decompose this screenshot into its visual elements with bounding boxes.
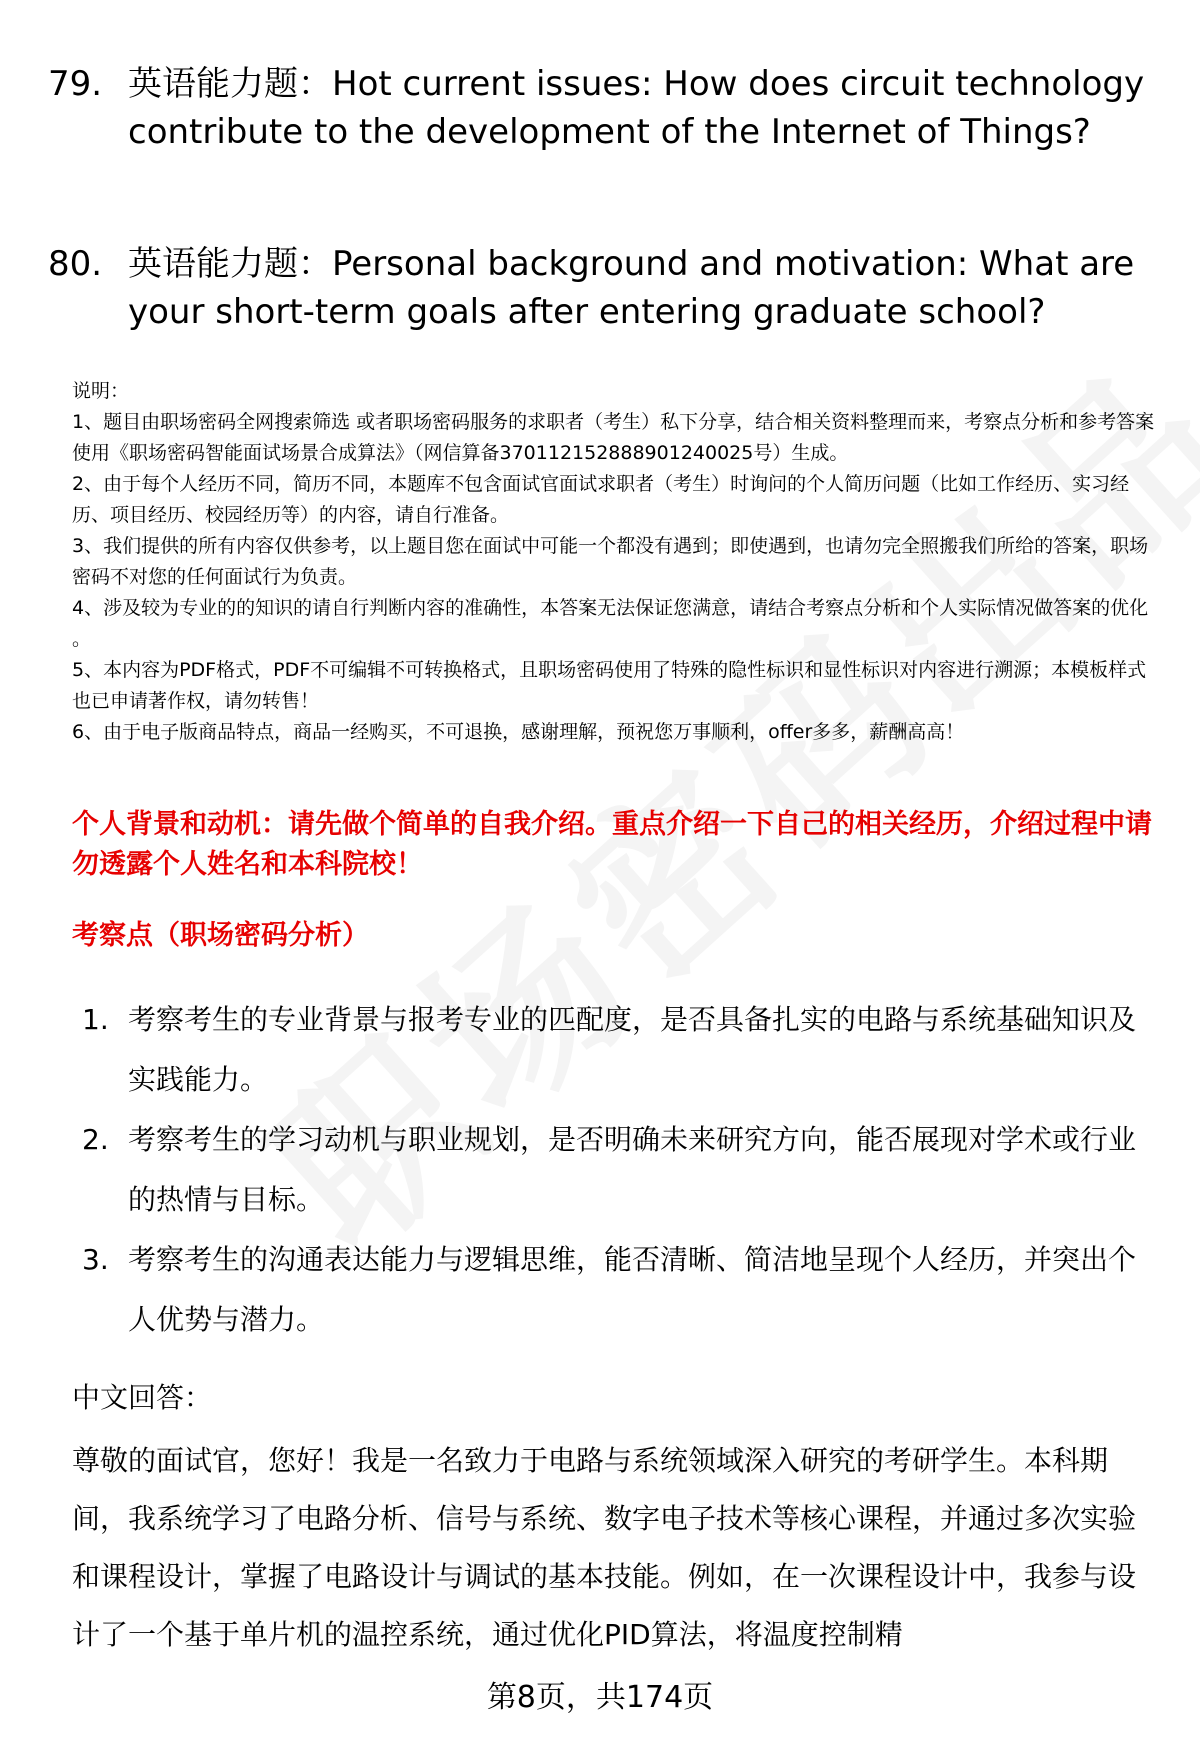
note-item: 2、由于每个人经历不同，简历不同，本题库不包含面试官面试求职者（考生）时询问的个人简历问题（比如工作经历、实习经历、项目经历、校园经历等）的内容，请自行准备。 <box>72 473 1130 526</box>
question-80 <box>48 240 1158 336</box>
note-item: 1、题目由职场密码全网搜索筛选 或者职场密码服务的求职者（考生）私下分享，结合相关资料整理而来，考察点分析和参考答案使用《职场密码智能面试场景合成算法》（网信算备370112152888901240025号）生成。 <box>72 411 1155 464</box>
list-item-number: 3. <box>82 1243 109 1276</box>
analysis-list <box>82 990 1162 1350</box>
note-item: 4、涉及较为专业的的知识的请自行判断内容的准确性，本答案无法保证您满意，请结合考察点分析和个人实际情况做答案的优化 。 <box>72 597 1149 650</box>
list-item <box>82 1230 1162 1350</box>
question-text: 英语能力题：Personal background and motivation: What are your short-term goals after entering graduate school? <box>128 244 1135 332</box>
question-text: 英语能力题：Hot current issues: How does circuit technology contribute to the development of the Internet of Things? <box>128 64 1145 152</box>
question-topic-heading: 个人背景和动机：请先做个简单的自我介绍。重点介绍一下自己的相关经历，介绍过程中请勿透露个人姓名和本科院校！ <box>72 809 1152 880</box>
list-item <box>82 1110 1162 1230</box>
list-item-text: 考察考生的沟通表达能力与逻辑思维，能否清晰、简洁地呈现个人经历，并突出个人优势与潜力。 <box>128 1243 1137 1336</box>
disclaimer-notes <box>72 376 1162 748</box>
notes-title: 说明： <box>72 380 130 402</box>
note-item: 3、我们提供的所有内容仅供参考，以上题目您在面试中可能一个都没有遇到；即使遇到，也请勿完全照搬我们所给的答案，职场密码不对您的任何面试行为负责。 <box>72 535 1149 588</box>
list-item <box>82 990 1162 1110</box>
list-item-text: 考察考生的学习动机与职业规划，是否明确未来研究方向，能否展现对学术或行业的热情与目标。 <box>128 1123 1137 1216</box>
question-number: 80. <box>48 244 103 284</box>
note-item: 5、本内容为PDF格式，PDF不可编辑不可转换格式，且职场密码使用了特殊的隐性标识和显性标识对内容进行溯源；本模板样式也已申请著作权，请勿转售！ <box>72 659 1147 712</box>
chinese-answer-label: 中文回答： <box>72 1381 213 1414</box>
list-item-number: 1. <box>82 1003 109 1036</box>
analysis-heading: 考察点（职场密码分析） <box>72 920 369 951</box>
list-item-text: 考察考生的专业背景与报考专业的匹配度，是否具备扎实的电路与系统基础知识及实践能力。 <box>128 1003 1137 1096</box>
question-number: 79. <box>48 64 103 104</box>
list-item-number: 2. <box>82 1123 109 1156</box>
note-item: 6、由于电子版商品特点，商品一经购买，不可退换，感谢理解，预祝您万事顺利，offer多多，薪酬高高！ <box>72 721 965 743</box>
page-footer: 第8页，共174页 <box>486 1680 714 1715</box>
question-79 <box>48 60 1158 156</box>
chinese-answer-text: 尊敬的面试官，您好！我是一名致力于电路与系统领域深入研究的考研学生。本科期间，我系统学习了电路分析、信号与系统、数字电子技术等核心课程，并通过多次实验和课程设计，掌握了电路设计与调试的基本技能。例如，在一次课程设计中，我参与设计了一个基于单片机的温控系统，通过优化PID算法，将温度控制精 <box>72 1444 1137 1651</box>
